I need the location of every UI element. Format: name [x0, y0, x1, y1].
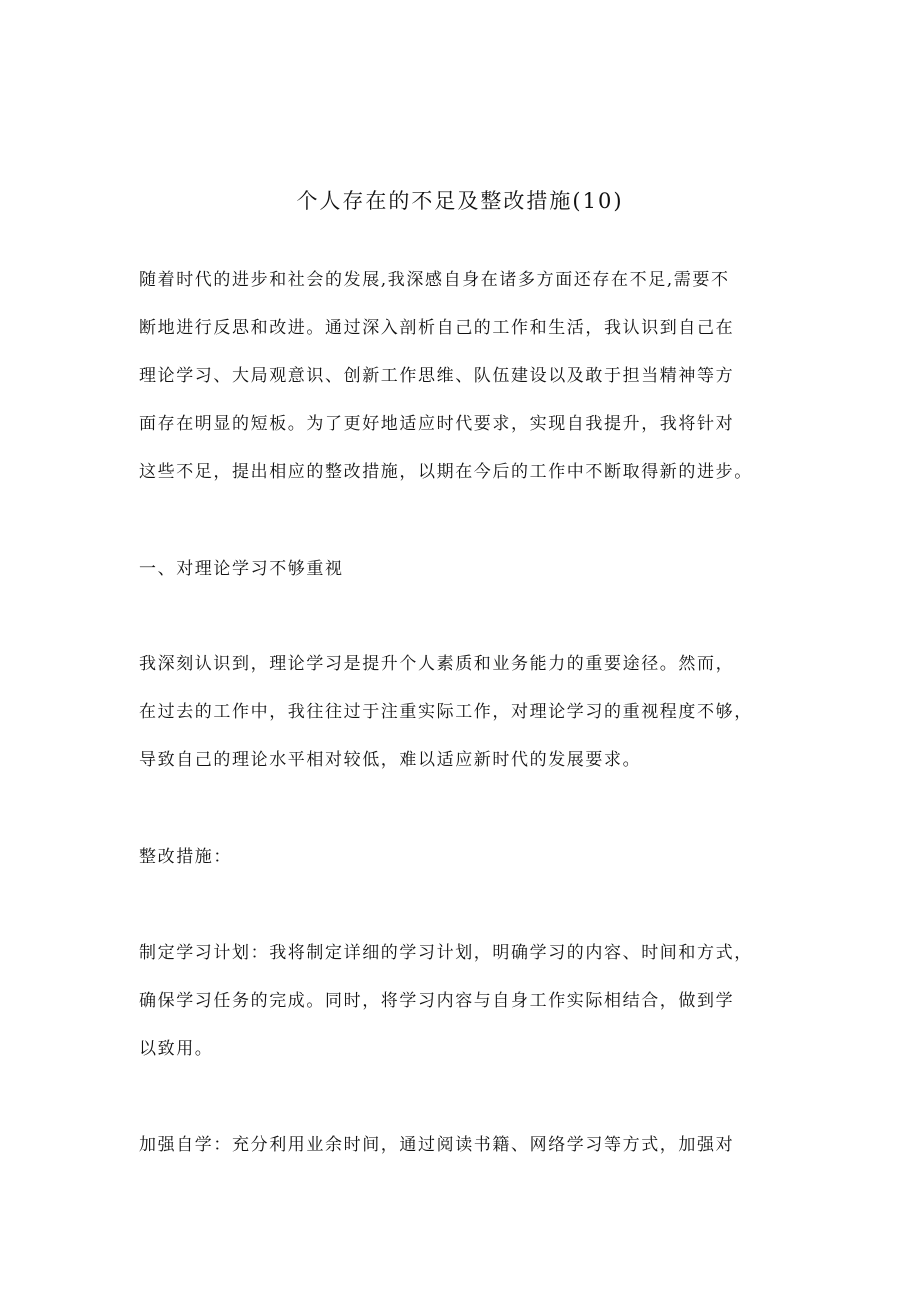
measure-line: 加强自学：充分利用业余时间，通过阅读书籍、网络学习等方式，加强对: [139, 1135, 735, 1155]
measure-line: 确保学习任务的完成。同时，将学习内容与自身工作实际相结合，做到学: [139, 991, 735, 1011]
measure-line: 以致用。: [139, 1039, 214, 1059]
section-heading: 一、对理论学习不够重视: [139, 559, 344, 579]
measures-heading: 整改措施：: [139, 847, 232, 867]
section-paragraph-line: 导致自己的理论水平相对较低，难以适应新时代的发展要求。: [139, 750, 642, 770]
intro-line: 随着时代的进步和社会的发展,我深感自身在诸多方面还存在不足,需要不: [139, 270, 730, 290]
intro-line: 面存在明显的短板。为了更好地适应时代要求，实现自我提升，我将针对: [139, 414, 735, 434]
intro-line: 理论学习、大局观意识、创新工作思维、队伍建设以及敢于担当精神等方: [139, 366, 735, 386]
intro-line: 这些不足，提出相应的整改措施，以期在今后的工作中不断取得新的进步。: [139, 462, 753, 482]
measure-line: 制定学习计划：我将制定详细的学习计划，明确学习的内容、时间和方式，: [139, 943, 753, 963]
intro-line: 断地进行反思和改进。通过深入剖析自己的工作和生活，我认识到自己在: [139, 318, 735, 338]
section-paragraph-line: 我深刻认识到，理论学习是提升个人素质和业务能力的重要途径。然而，: [139, 654, 735, 674]
document-title: 个人存在的不足及整改措施(10): [296, 189, 624, 213]
section-paragraph-line: 在过去的工作中，我往往过于注重实际工作，对理论学习的重视程度不够，: [139, 702, 753, 722]
